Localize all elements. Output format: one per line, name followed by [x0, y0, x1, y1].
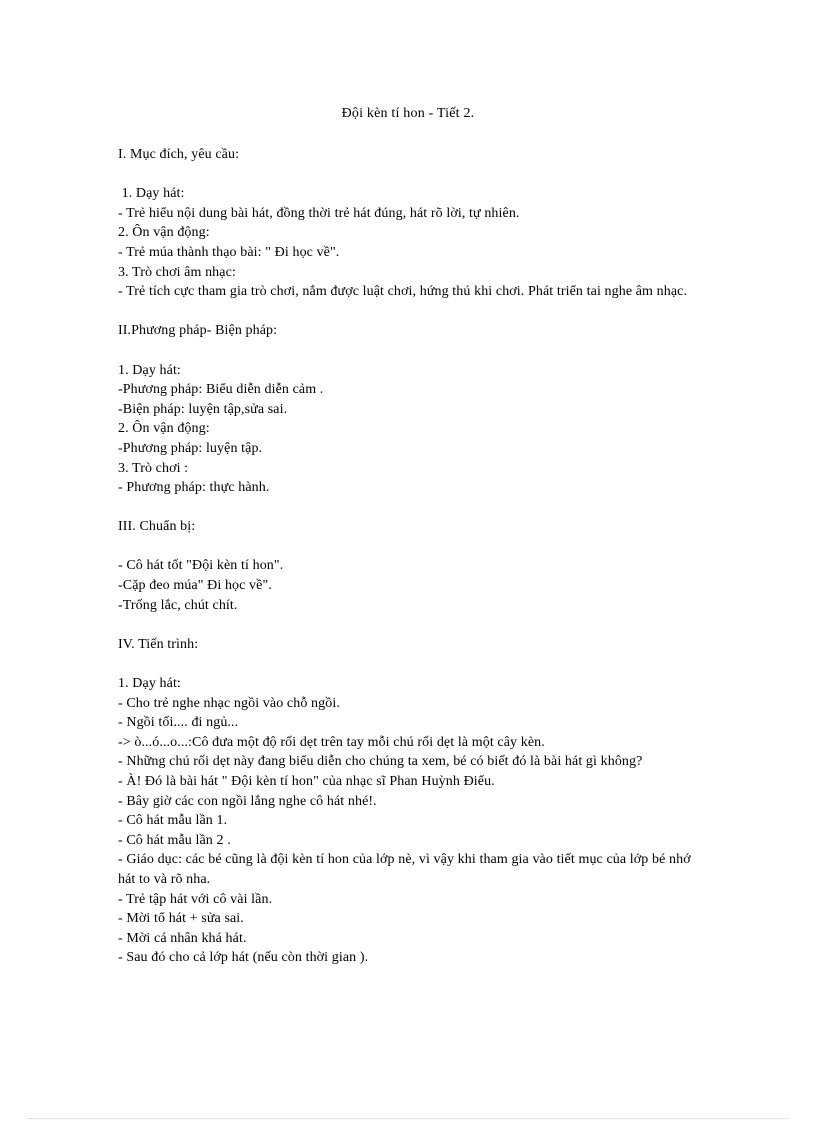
- text-line: - Những chú rối dẹt này đang biểu diễn cho chúng ta xem, bé có biết đó là bài hát gì không?: [118, 754, 643, 770]
- document-body: [118, 145, 698, 968]
- section-heading-4: IV. Tiến trình:: [118, 636, 199, 652]
- blank-line: [118, 537, 698, 557]
- blank-line: [118, 165, 698, 185]
- blank-line: [118, 302, 698, 322]
- text-line: - À! Đó là bài hát " Đội kèn tí hon" của nhạc sĩ Phan Huỳnh Điểu.: [118, 774, 495, 789]
- section-heading-1: I. Mục đích, yêu cầu:: [118, 147, 240, 162]
- text-line: 1. Dạy hát:: [118, 186, 185, 202]
- text-line: - Phương pháp: thực hành.: [118, 480, 270, 496]
- text-line: - Trẻ hiểu nội dung bài hát, đồng thời trẻ hát đúng, hát rõ lời, tự nhiên.: [118, 205, 520, 221]
- text-line: -> ò...ó...o...:Cô đưa một độ rối dẹt trên tay mỗi chú rối dẹt là một cây kèn.: [118, 734, 545, 750]
- text-line: - Cô hát tốt "Đội kèn tí hon".: [118, 558, 284, 574]
- text-line: 3. Trò chơi :: [118, 460, 189, 476]
- text-line: - Sau đó cho cả lớp hát (nếu còn thời gian ).: [118, 950, 369, 966]
- text-line: - Mời cá nhân khá hát.: [118, 930, 247, 946]
- text-line: 3. Trò chơi âm nhạc:: [118, 264, 236, 280]
- text-line: - Trẻ múa thành thạo bài: " Đi học về".: [118, 244, 340, 260]
- blank-line: [118, 498, 698, 518]
- text-line: -Phương pháp: luyện tập.: [118, 440, 263, 456]
- text-line: -Phương pháp: Biểu diễn diễn cảm .: [118, 382, 324, 398]
- text-line: - Ngồi tối.... đi ngủ...: [118, 715, 239, 731]
- blank-line: [118, 615, 698, 635]
- text-line: -Trống lắc, chút chít.: [118, 597, 238, 613]
- section-heading-3: III. Chuẩn bị:: [118, 519, 196, 535]
- blank-line: [118, 341, 698, 361]
- text-line: 2. Ôn vận động:: [118, 225, 210, 241]
- text-line: 1. Dạy hát:: [118, 676, 181, 692]
- text-line: -Cặp đeo múa" Đi học về".: [118, 578, 272, 594]
- text-line: 1. Dạy hát:: [118, 362, 181, 378]
- text-line: - Cô hát mẫu lần 1.: [118, 813, 228, 829]
- text-line: - Bây giờ các con ngồi lắng nghe cô hát nhé!.: [118, 793, 377, 809]
- blank-line: [118, 654, 698, 674]
- text-line: 2. Ôn vận động:: [118, 421, 210, 437]
- page-bottom-divider: [28, 1118, 788, 1119]
- text-line: - Cô hát mẫu lần 2 .: [118, 832, 231, 848]
- text-line: - Trẻ tích cực tham gia trò chơi, nắm được luật chơi, hứng thú khi chơi. Phát triển tai nghe âm nhạc.: [118, 284, 688, 300]
- section-heading-2: II.Phương pháp- Biện pháp:: [118, 323, 278, 339]
- text-line: - Giáo dục: các bé cũng là đội kèn tí hon của lớp nè, vì vậy khi tham gia vào tiết mục của lớp bé nhớ hát to và rõ nha.: [118, 852, 695, 887]
- text-line: - Trẻ tập hát với cô vài lần.: [118, 891, 273, 907]
- text-line: - Cho trẻ nghe nhạc ngồi vào chỗ ngồi.: [118, 695, 340, 711]
- text-line: - Mời tổ hát + sửa sai.: [118, 911, 244, 927]
- document-title: Đội kèn tí hon - Tiết 2.: [341, 106, 475, 121]
- text-line: -Biện pháp: luyện tập,sửa sai.: [118, 401, 288, 417]
